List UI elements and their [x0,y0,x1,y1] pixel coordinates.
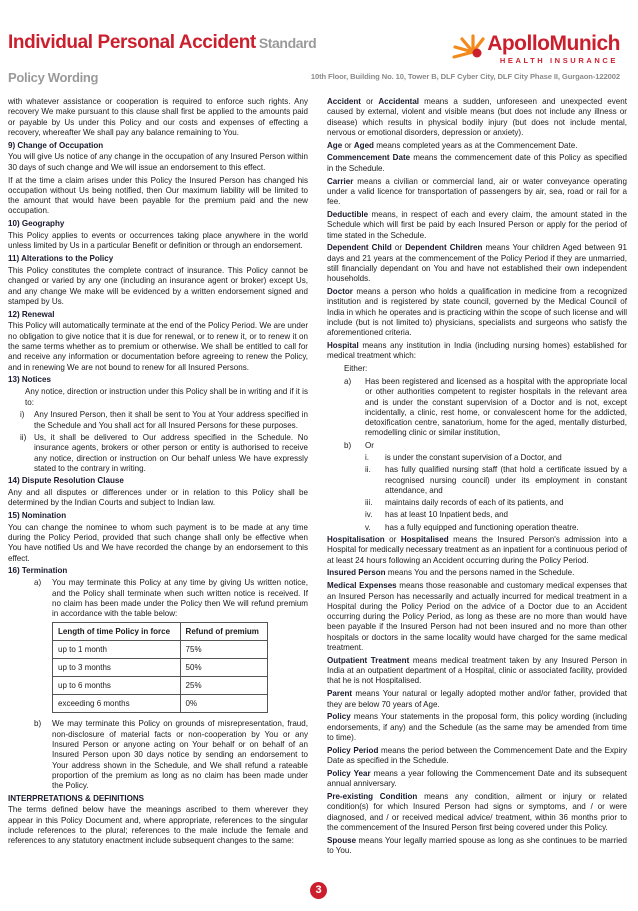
paragraph: Any notice, direction or instruction under this Policy shall be in writing and if it is to: [25,387,308,407]
list-item: b) Or [344,440,374,450]
page-number: 3 [310,882,327,899]
section-heading: 14) Dispute Resolution Clause [8,476,124,486]
section-heading: 16) Termination [8,566,68,576]
logo-name: ApolloMunich [487,32,620,55]
table-cell: 25% [180,677,267,695]
list-item: a) Has been registered and licensed as a hospital with the appropriate local or other authorities competent to register hospitals in the relevant area and is under the constant supervision of a Doctor and is not, except incidentally, a clinic, rest home, or convalescent home for the addicted, detoxification centre, sanatorium, home for the aged, mentally disturbed, remodelling clinic or similar institution, [344,376,627,438]
table-row [53,677,268,695]
section-heading: 10) Geography [8,219,65,229]
table-row [53,659,268,677]
paragraph: This Policy will automatically terminate at the end of the Policy Period. We are under no obligation to give notice that it is due for renewal, or to renew it, or to renew it on the same terms whether as to premium or otherwise. We shall be entitled to call for and receive any information or documentation before agreeing to renew the Policy, and in renewing We are not bound to renew for all Insured Persons. [8,321,308,372]
list-item: iv. has at least 10 Inpatient beds, and [365,510,509,520]
paragraph: The terms defined below have the meanings ascribed to them wherever they appear in this Policy Document and, where appropriate, references to the singular include references to the plural; references to the male include the female and references to any statutory enactment include subsequent changes to the same: [8,805,308,846]
definition: Hospital means any institution in India (including nursing homes) established for medical treatment which: [327,341,627,361]
paragraph: Any and all disputes or differences under or in relation to this Policy shall be determined by the Indian Courts and subject to Indian law. [8,487,308,508]
paragraph: This Policy applies to events or occurrences taking place anywhere in the world unless limited by Us in a particular Benefit or definition or through an endorsement. [8,231,308,251]
left-column [8,97,308,849]
paragraph: with whatever assistance or cooperation is required to enforce such rights. Any recovery We make pursuant to this clause shall first be applied to the amounts paid or payable by Us under this Policy and our costs and expenses of effecting a recovery, whereafter We shall pay any balance remaining to You. [8,97,308,137]
page-header [8,24,630,94]
paragraph: You will give Us notice of any change in the occupation of any Insured Person within 30 days of such change and We will issue an endorsement to this effect. [8,152,308,172]
paragraph: Either: [344,364,368,374]
table-cell: 75% [180,641,267,659]
definition: Parent means Your natural or legally adopted mother and/or father, provided that they are below 70 years of Age. [327,689,627,709]
list-item: b) We may terminate this Policy on grounds of misrepresentation, fraud, non-disclosure of material facts or non-cooperation by You or any Insured Person or anyone acting on Your behalf or on behalf of an Insured Person upon 30 days notice by sending an endorsement to Your address shown in the Schedule, and We shall refund a rateable proportion of the premium as long as no claim has been made under the Policy. [34,719,308,791]
definition: Accident or Accidental means a sudden, unforeseen and unexpected event caused by external, violent and visible means (but does not include any illness or disease) which results in physical bodily injury (but does not include mental, nervous or emotional disorders, depression or anxiety). [327,97,627,137]
refund-table [52,622,268,713]
table-cell: up to 6 months [53,677,181,695]
definition: Medical Expenses means those reasonable and customary medical expenses that an Insured Person has necessarily and actually incurred for medical treatment in a Hospital during the Policy Period on the advice of a Doctor due to an Accident occurring during the Policy Period, as long as these are no more than would have been payable if the Insured Person had not been insured and no more than other hospitals or doctors in the same locality would have charged for the same medical treatment. [327,581,628,653]
list-item: a) You may terminate this Policy at any time by giving Us written notice, and the Policy shall terminate when such written notice is received. If no claim has been made under the Policy then We will refund premium in accordance with the table below: [34,578,308,619]
document-title: Individual Personal Accident Standard [8,32,317,53]
paragraph: This Policy constitutes the complete contract of insurance. This Policy cannot be changed or varied by any one (including an insurance agent or broker) except Us, and any change We make will be evidenced by a written endorsement signed and stamped by Us. [8,265,308,306]
definition: Outpatient Treatment means medical treatment taken by any Insured Person in India at an outpatient department of a Hospital, clinic or associated facility, provided that he is not Hospitalised. [327,655,627,686]
table-header: Refund of premium [180,623,267,641]
definition: Policy Period means the period between the Commencement Date and the Expiry Date as specified in the Schedule. [327,745,628,766]
title-suffix: Standard [258,35,317,51]
definition: Doctor means a person who holds a qualification in medicine from a recognized institution and is registered by state council, governed by the Medical Council of India in which he operates and is practicing within the scope of such license and will include (but is not limited to) physicians, specialists and surgeons who satisfy the aforementioned criteria. [327,287,627,338]
company-logo [400,30,620,70]
table-cell: 50% [180,659,267,677]
definition: Dependent Child or Dependent Children means Your children Aged between 91 days and 21 years at the commencement of the Policy Period if they are unmarried, still financially dependant on You and have not established their own independent households. [327,243,627,284]
definition: Deductible means, in respect of each and every claim, the amount stated in the Schedule which will first be paid by each Insured Person or apply for the period of time stated in the Schedule. [327,209,627,240]
document-subtitle: Policy Wording [8,70,99,85]
table-header-row [53,623,268,641]
list-item: ii. has fully qualified nursing staff (that hold a certificate issued by a recognised nursing council) under its employment in constant attendance, and [365,465,627,495]
list-item: i. is under the constant supervision of a Doctor, and [365,453,562,462]
list-item: i) Any Insured Person, then it shall be sent to You at Your address specified in the Schedule and You shall act for all Insured Persons for these purposes. [20,410,308,430]
table-row [53,695,268,713]
section-heading: 12) Renewal [8,309,55,319]
section-heading: INTERPRETATIONS & DEFINITIONS [8,793,145,803]
paragraph: You can change the nominee to whom such payment is to be made at any time during the Policy Period, provided that such change shall only be effective when You have notified Us and We have recorded the change by an endorsement to this effect. [8,522,308,563]
definition: Carrier means a civilian or commercial land, air or water conveyance operating under a valid licence for transportation of passengers by air, sea, road or rail for a fee. [327,176,627,207]
definition: Insured Person means You and the persons named in the Schedule. [327,568,575,578]
section-heading: 9) Change of Occupation [8,140,104,150]
table-header: Length of time Policy in force [53,623,181,641]
section-heading: 11) Alterations to the Policy [8,254,114,264]
list-item: v. has a fully equipped and functioning operation theatre. [365,522,579,532]
list-item: iii. maintains daily records of each of its patients, and [365,498,564,508]
list-item: ii) Us, it shall be delivered to Our address specified in the Schedule. No insurance agents, brokers or other person or entity is authorised to receive any notice, direction or instruction on Our behalf unless We have expressly stated to the contrary in writing. [20,432,308,473]
definition: Policy means Your statements in the proposal form, this policy wording (including endorsements, if any) and the Schedule (as the same may be amended from time to time). [327,712,627,742]
right-column [327,97,627,859]
definition: Spouse means Your legally married spouse as long as she continues to be married to You. [327,835,627,855]
table-row [53,641,268,659]
definition: Commencement Date means the commencement date of this Policy as specified in the Schedule. [327,153,627,173]
section-heading: 15) Nomination [8,510,67,520]
table-cell: exceeding 6 months [53,695,181,713]
table-cell: 0% [180,695,267,713]
section-heading: 13) Notices [8,375,51,385]
logo-subtitle: HEALTH INSURANCE [499,56,618,65]
definition: Pre-existing Condition means any condition, ailment or injury or related condition(s) for which Insured Person had signs or symptoms, and / or were diagnosed, and / or received medical advice/ treatment, within 36 months prior to the commencement of the Insured Person first being covered under this Policy. [327,791,627,832]
definition: Age or Aged means completed years as at the Commencement Date. [327,140,578,150]
definition: Policy Year means a year following the Commencement Date and its subsequent annual anniversary. [327,768,627,789]
company-address: 10th Floor, Building No. 10, Tower B, DLF Cyber City, DLF City Phase II, Gurgaon-122002 [310,72,620,81]
paragraph: If at the time a claim arises under this Policy the Insured Person has changed his occupation without Us being notified, then Our maximum liability will be limited to the amount that would have been payable for the premium paid and the new occupation. [8,175,308,216]
sunburst-logo-icon [443,30,493,64]
definition: Hospitalisation or Hospitalised means the Insured Person's admission into a Hospital for medically necessary treatment as an inpatient for a continuous period of at least 24 hours following an Accident occurring during the Policy Period. [327,535,627,565]
table-cell: up to 1 month [53,641,181,659]
table-cell: up to 3 months [53,659,181,677]
